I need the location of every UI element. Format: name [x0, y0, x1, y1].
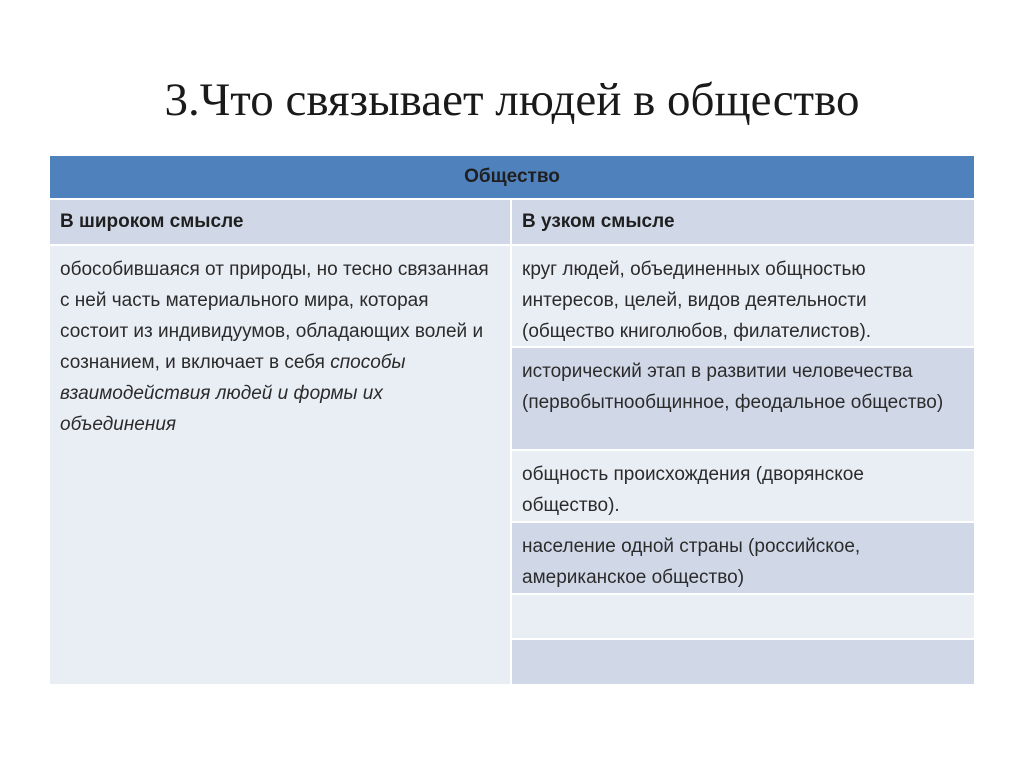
column-header-broad: В широком смысле	[50, 200, 510, 244]
slide-title: 3.Что связывает людей в общество	[164, 74, 860, 126]
narrow-definition-row-empty	[512, 640, 974, 684]
broad-definition-cell	[50, 246, 510, 684]
narrow-definition-row: население одной страны (российское, американское общество)	[512, 523, 974, 593]
broad-definition-italic: способы взаимодействия людей и формы их объединения	[60, 352, 406, 435]
column-header-narrow: В узком смысле	[512, 200, 974, 244]
narrow-definition-row: исторический этап в развитии человечества (первобытнообщинное, феодальное общество)	[512, 348, 974, 449]
narrow-definition-row: круг людей, объединенных общностью интересов, целей, видов деятельности (общество книголюбов, филателистов).	[512, 246, 974, 346]
society-table	[50, 156, 974, 684]
narrow-definition-row: общность происхождения (дворянское общество).	[512, 451, 974, 521]
broad-definition-text: обособившаяся от природы, но тесно связанная с ней часть материального мира, которая состоит из индивидуумов, обладающих волей и сознанием, и включает в себя	[60, 259, 489, 373]
table-header: Общество	[50, 156, 974, 198]
narrow-definition-row-empty	[512, 595, 974, 638]
